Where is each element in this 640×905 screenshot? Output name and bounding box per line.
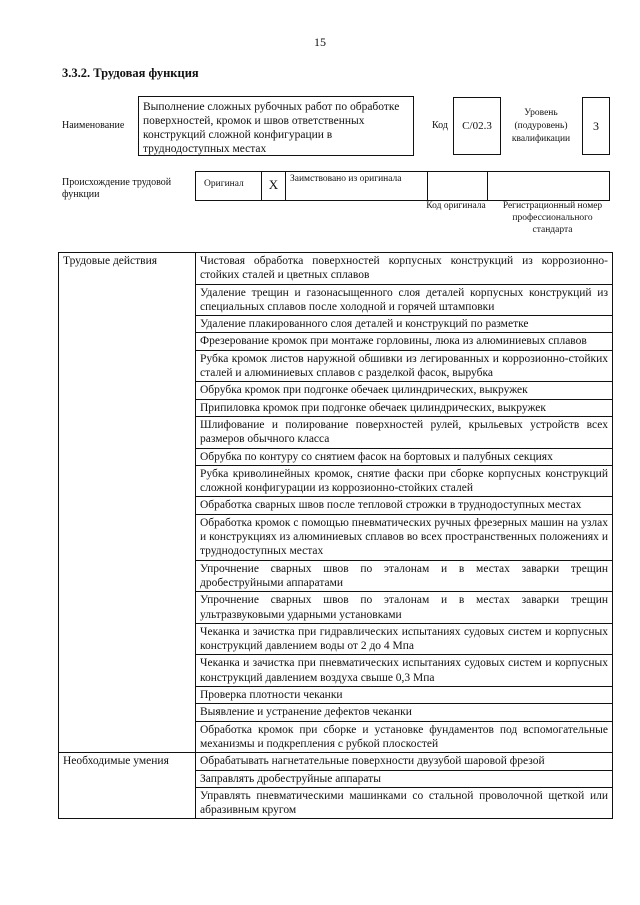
labor-action-item: Удаление трещин и газонасыщенного слоя деталей корпусных конструкций из специальных сплавов после холодной и горячей штамповки (196, 284, 613, 316)
level-label: Уровень (подуровень) квалификации (511, 108, 571, 144)
borrowed-label: Заимствовано из оригинала (285, 172, 427, 200)
labor-action-item: Рубка кромок листов наружной обшивки из легированных и коррозионно-стойких сталей и алюминиевых сплавов с разделкой фасок, вырубка (196, 350, 613, 382)
page-number: 15 (314, 35, 326, 49)
labor-action-item: Припиловка кромок при подгонке обечаек цилиндрических, выкружек (196, 399, 613, 416)
labor-action-item: Обработка сварных швов после тепловой строжки в труднодоступных местах (196, 497, 613, 514)
labor-action-item: Чистовая обработка поверхностей корпусных конструкций из коррозионно-стойких сталей и цветных сплавов (196, 253, 613, 285)
labor-action-item: Упрочнение сварных швов по эталонам и в местах заварки трещин ультразвуковыми ударными установками (196, 592, 613, 624)
labor-action-item: Удаление плакированного слоя деталей и конструкций по разметке (196, 316, 613, 333)
original-code-cell (427, 172, 487, 200)
skill-item: Заправлять дробеструйные аппараты (196, 770, 613, 787)
reg-number-cell (487, 172, 610, 200)
labor-action-item: Проверка плотности чеканки (196, 687, 613, 704)
section-title: 3.3.2. Трудовая функция (62, 66, 199, 80)
labor-action-row (59, 253, 613, 285)
skill-label: Необходимые умения (59, 753, 196, 819)
labor-action-item: Шлифование и полирование поверхностей рулей, крыльевых устройств всех размеров обычного класса (196, 416, 613, 448)
labor-action-item: Фрезерование кромок при монтаже горловины, люка из алюминиевых сплавов (196, 333, 613, 350)
origin-row (195, 171, 610, 201)
skill-row (59, 753, 613, 770)
code-label: Код (432, 120, 448, 131)
name-label: Наименование (62, 120, 125, 131)
labor-action-item: Чеканка и зачистка при гидравлических испытаниях судовых систем и корпусных конструкций давлением воды от 2 до 4 Мпа (196, 623, 613, 655)
level-box: 3 (582, 97, 610, 155)
labor-action-item: Рубка криволинейных кромок, снятие фаски при сборке корпусных конструкций сложной конфигурации из коррозионно-стойких сталей (196, 465, 613, 497)
labor-action-item: Обрубка кромок при подгонке обечаек цилиндрических, выкружек (196, 382, 613, 399)
origin-label: Происхождение трудовой функции (62, 177, 172, 200)
skill-item: Обрабатывать нагнетательные поверхности двузубой шаровой фрезой (196, 753, 613, 770)
reg-number-caption: Регистрационный номер профессионального стандарта (502, 201, 603, 235)
labor-action-item: Обработка кромок при сборке и установке фундаментов под вспомогательные механизмы и подкрепления с рубкой плоскостей (196, 721, 613, 753)
labor-action-label: Трудовые действия (59, 253, 196, 753)
original-code-caption: Код оригинала (426, 201, 486, 211)
code-box: C/02.3 (453, 97, 501, 155)
labor-action-item: Упрочнение сварных швов по эталонам и в местах заварки трещин дробеструйными аппаратами (196, 560, 613, 592)
labor-action-item: Чеканка и зачистка при пневматических испытаниях судовых систем и корпусных конструкций давлением воздуха свыше 0,3 Мпа (196, 655, 613, 687)
labor-action-item: Обработка кромок с помощью пневматических ручных фрезерных машин на узлах и конструкциях из алюминиевых сплавов во всех пространственных положениях и труднодоступных местах (196, 514, 613, 560)
labor-action-item: Выявление и устранение дефектов чеканки (196, 704, 613, 721)
function-name-box: Выполнение сложных рубочных работ по обработке поверхностей, кромок и швов ответственных конструкций сложной конфигурации в труднодоступных местах (138, 96, 414, 156)
skill-item: Управлять пневматическими машинками со стальной проволочной щеткой или абразивным кругом (196, 787, 613, 819)
original-mark: X (261, 172, 285, 200)
labor-action-item: Обрубка по контуру со снятием фасок на бортовых и палубных секциях (196, 448, 613, 465)
function-table (58, 252, 613, 819)
original-label: Оригинал (195, 172, 261, 200)
